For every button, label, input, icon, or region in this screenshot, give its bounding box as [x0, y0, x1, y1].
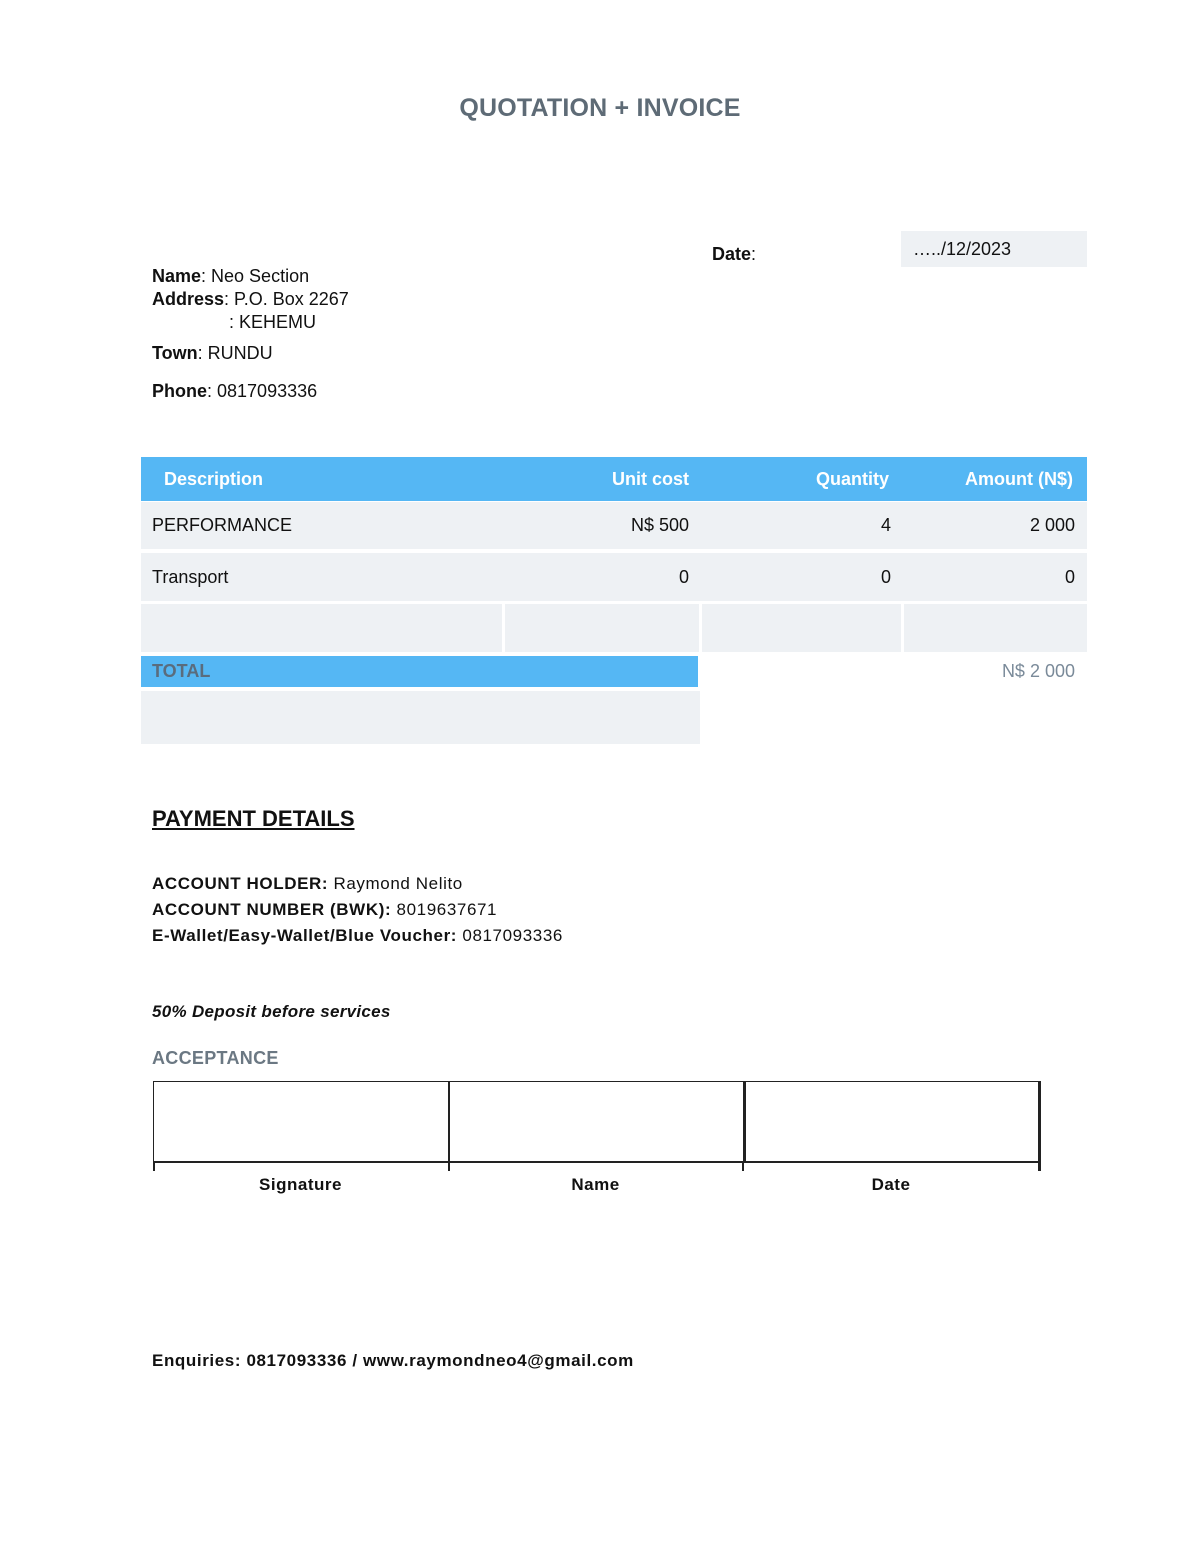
account-holder-value: Raymond Nelito — [328, 874, 463, 893]
header-quantity: Quantity — [815, 468, 889, 489]
ewallet — [152, 926, 563, 946]
name-box[interactable] — [448, 1081, 744, 1162]
account-holder-label: ACCOUNT HOLDER: — [152, 874, 329, 893]
payment-heading: PAYMENT DETAILS — [152, 806, 355, 831]
row-amount: 2 000 — [1029, 515, 1075, 535]
table-row — [141, 553, 1087, 601]
phone-label: Phone — [152, 381, 208, 401]
address-label: Address — [152, 289, 225, 309]
enquiries: Enquiries: 0817093336 / www.raymondneo4@gmail.com — [152, 1351, 634, 1370]
signature-box[interactable] — [153, 1081, 449, 1162]
row-unit-cost: 0 — [678, 566, 689, 587]
customer-name — [152, 266, 309, 287]
phone-value: : 0817093336 — [207, 381, 318, 401]
account-number-value: 8019637671 — [391, 900, 498, 919]
name-label: Name — [152, 266, 202, 286]
row-quantity: 0 — [880, 566, 891, 587]
column-divider — [901, 604, 904, 652]
row-description: PERFORMANCE — [152, 515, 293, 535]
date-field[interactable]: …../12/2023 — [901, 231, 1087, 267]
account-number — [152, 900, 497, 920]
header-description: Description — [164, 468, 264, 489]
header-unit-cost: Unit cost — [611, 468, 689, 489]
town-label: Town — [152, 343, 198, 363]
header-amount: Amount (N$) — [965, 468, 1073, 489]
divider-tick — [742, 1161, 744, 1171]
divider-tick — [1038, 1161, 1041, 1171]
notes-box[interactable] — [141, 691, 700, 744]
date-label-acceptance: Date — [871, 1175, 911, 1194]
table-row — [141, 502, 1087, 549]
row-unit-cost: N$ 500 — [630, 515, 689, 535]
customer-address — [152, 289, 349, 310]
total-value: N$ 2 000 — [1001, 661, 1075, 681]
ewallet-label: E-Wallet/Easy-Wallet/Blue Voucher: — [152, 926, 458, 945]
divider-tick — [448, 1161, 450, 1171]
ewallet-value: 0817093336 — [457, 926, 563, 945]
items-table-header — [141, 457, 1087, 501]
divider-tick — [153, 1161, 155, 1171]
column-divider — [699, 604, 702, 652]
customer-town — [152, 343, 273, 364]
column-divider — [502, 604, 505, 652]
account-number-label: ACCOUNT NUMBER (BWK): — [152, 900, 392, 919]
deposit-note: 50% Deposit before services — [152, 1002, 391, 1021]
signature-line — [153, 1161, 1041, 1163]
customer-phone — [152, 381, 317, 402]
signature-label: Signature — [259, 1175, 342, 1194]
date-box[interactable] — [743, 1081, 1041, 1162]
row-unit-cost — [502, 604, 699, 652]
account-holder — [152, 874, 463, 894]
date-label: Date: — [712, 244, 757, 264]
total-label: TOTAL — [141, 656, 698, 687]
customer-address-line2: : KEHEMU — [229, 312, 317, 332]
table-row — [141, 604, 1087, 652]
row-description: Transport — [152, 566, 229, 587]
row-description — [141, 604, 502, 652]
name-label: Name — [571, 1175, 620, 1194]
row-quantity: 4 — [880, 515, 891, 535]
town-value: : RUNDU — [197, 343, 273, 363]
row-quantity — [699, 604, 901, 652]
name-value: : Neo Section — [201, 266, 310, 286]
address-value: : P.O. Box 2267 — [224, 289, 349, 309]
row-amount: 0 — [1064, 566, 1075, 587]
acceptance-heading: ACCEPTANCE — [152, 1048, 279, 1068]
document-title: QUOTATION + INVOICE — [459, 94, 741, 122]
row-amount — [901, 604, 1087, 652]
